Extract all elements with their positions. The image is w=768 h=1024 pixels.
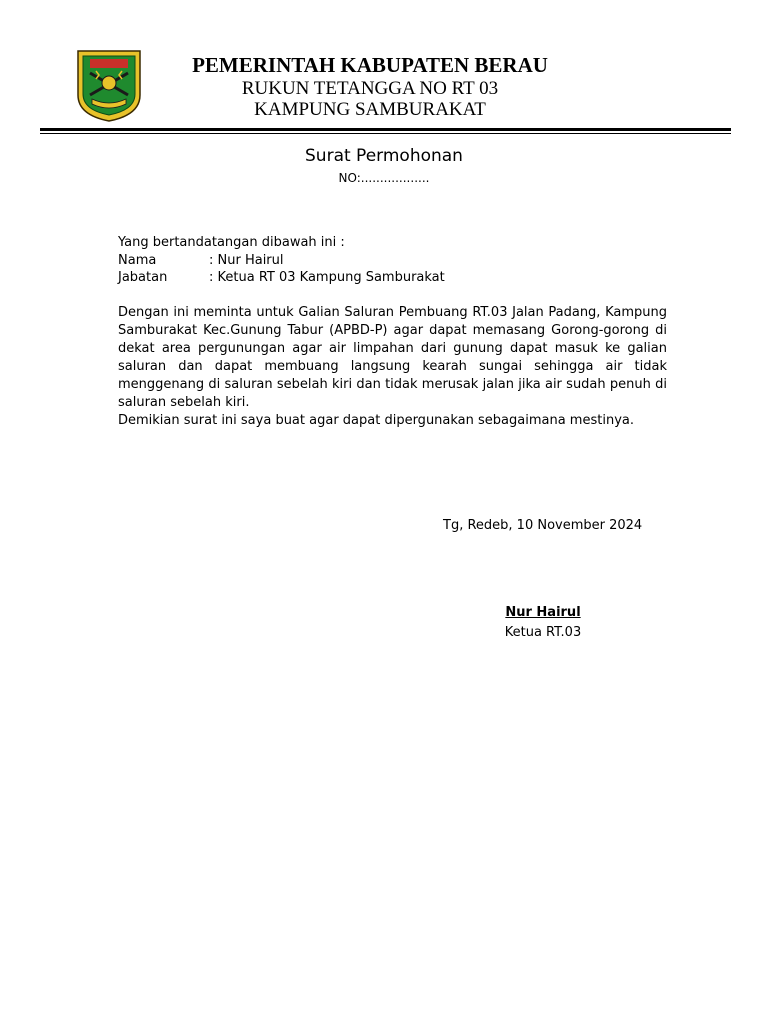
letter-intro: Yang bertandatangan dibawah ini : — [118, 235, 345, 250]
letterhead-divider-thin — [40, 133, 731, 134]
field-value-jabatan: : Ketua RT 03 Kampung Samburakat — [209, 270, 445, 285]
signer-title: Ketua RT.03 — [504, 625, 582, 640]
letterhead-government-name: PEMERINTAH KABUPATEN BERAU — [192, 53, 548, 77]
berau-regency-emblem-icon — [76, 49, 142, 123]
field-label-jabatan: Jabatan — [118, 270, 168, 285]
signer-name: Nur Hairul — [505, 605, 581, 620]
letter-title: Surat Permohonan — [305, 146, 463, 166]
letter-number: NO:.................. — [338, 171, 430, 185]
field-value-nama: : Nur Hairul — [209, 253, 284, 268]
letterhead-village-name: KAMPUNG SAMBURAKAT — [254, 99, 486, 120]
letter-closing: Demikian surat ini saya buat agar dapat dipergunakan sebagaimana mestinya. — [118, 413, 634, 428]
letter-place-date: Tg, Redeb, 10 November 2024 — [443, 518, 643, 533]
letterhead-rt-name: RUKUN TETANGGA NO RT 03 — [241, 78, 499, 99]
field-label-nama: Nama — [118, 253, 157, 268]
letterhead-divider-thick — [40, 128, 731, 131]
letter-body-paragraph: Dengan ini meminta untuk Galian Saluran Pembuang RT.03 Jalan Padang, Kampung Samburakat Kec.Gunung Tabur (APBD-P) agar dapat memasang Gorong-gorong di dekat area pergunungan agar air limpahan dari gunung dapat masuk ke galian saluran dan dapat membuang langsung kearah sungai sehingga air tidak menggenang di saluran sebelah kiri dan tidak merusak jalan jika air sudah penuh di saluran sebelah kiri. — [118, 305, 667, 410]
